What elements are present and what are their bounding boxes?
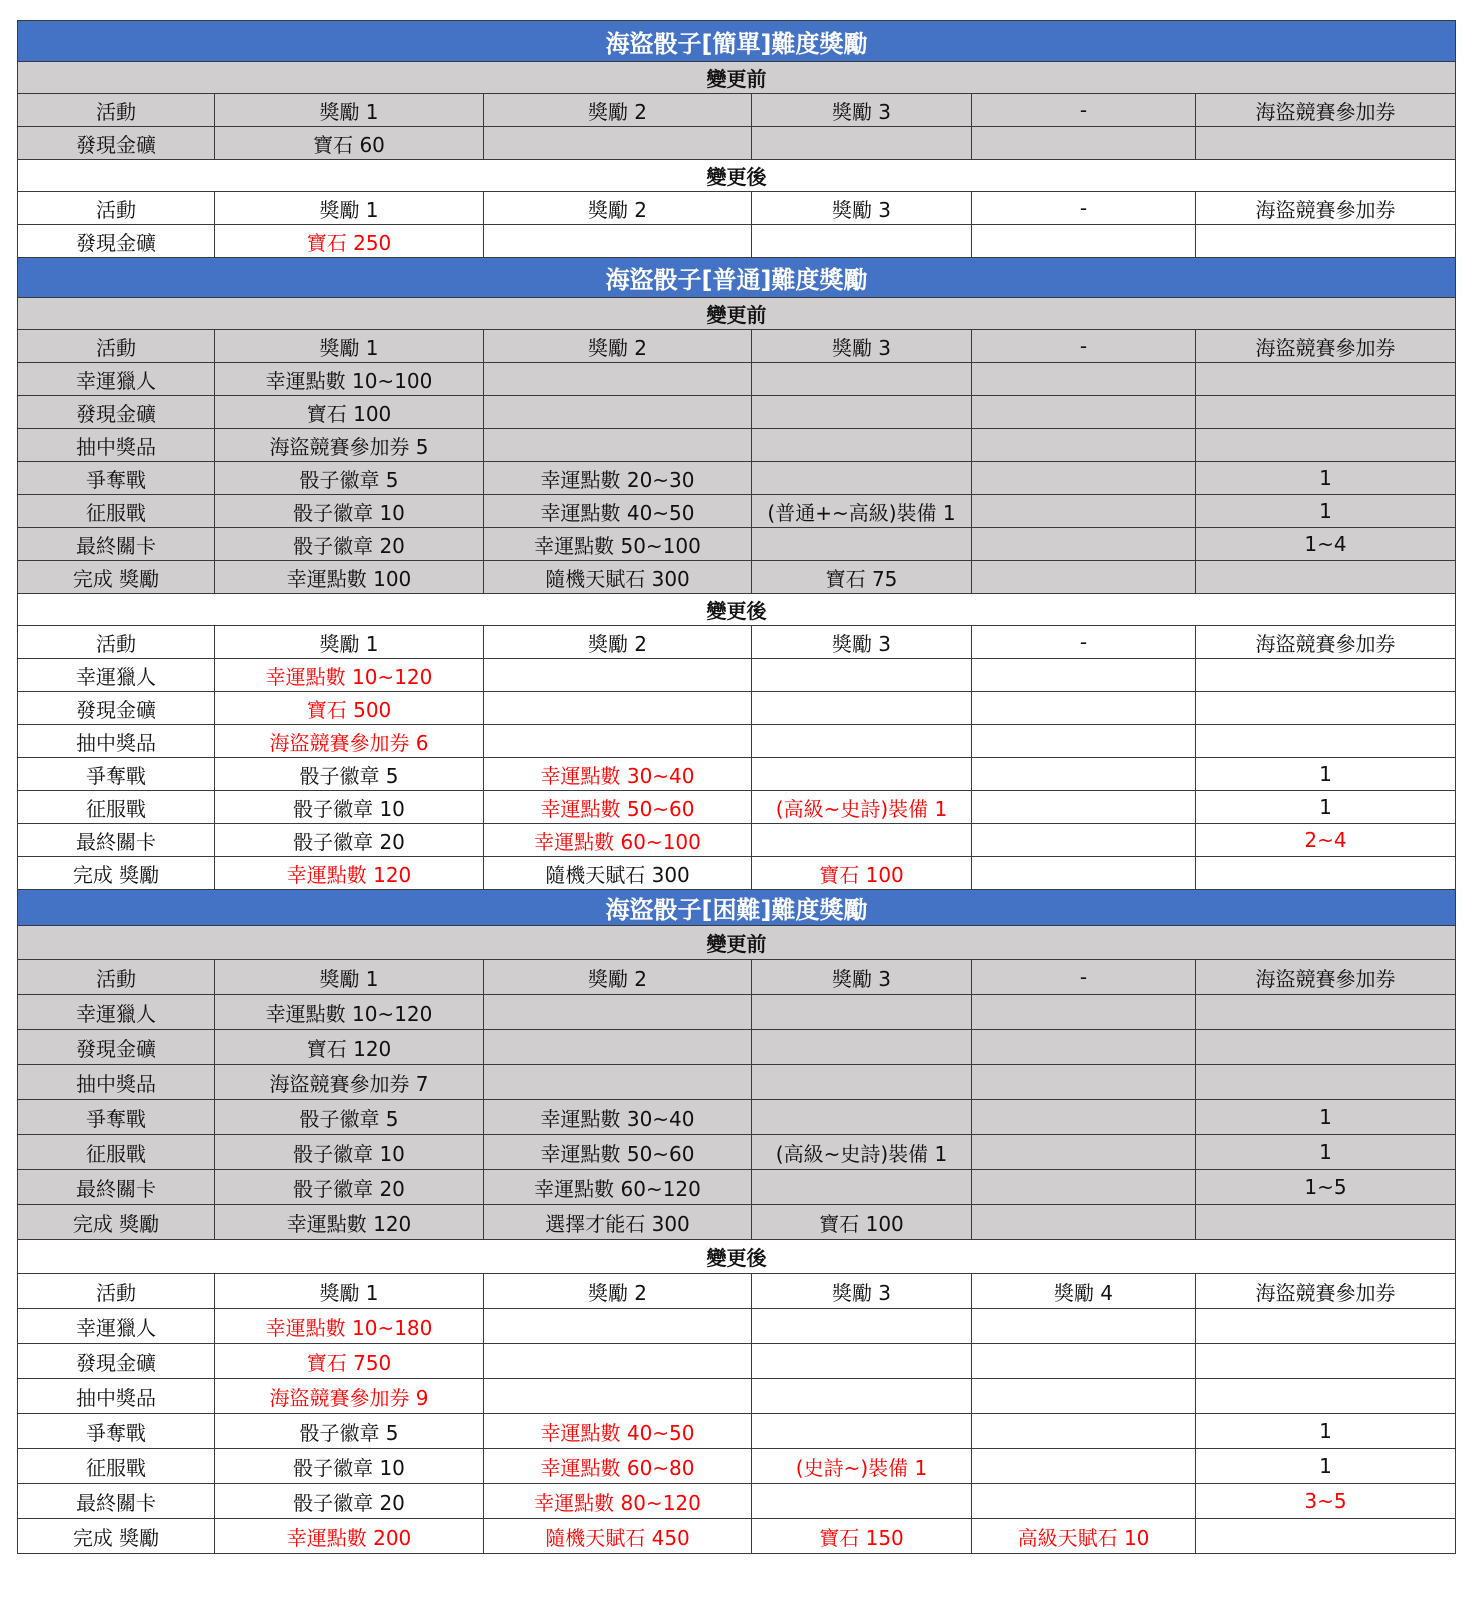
cell-reward-4 — [972, 1170, 1196, 1205]
cell-activity: 征服戰 — [18, 791, 215, 824]
table-row — [18, 995, 1456, 1030]
cell-reward-1: 海盜競賽參加券 7 — [215, 1065, 484, 1100]
cell-ticket — [1196, 363, 1456, 396]
cell-reward-1: 幸運點數 100 — [215, 561, 484, 594]
table-row — [18, 857, 1456, 890]
section-title: 海盜骰子[困難]難度獎勵 — [18, 890, 1456, 926]
column-header-ticket: 海盜競賽參加券 — [1196, 1274, 1456, 1309]
cell-reward-3 — [752, 127, 972, 160]
cell-reward-3 — [752, 692, 972, 725]
block-label-row — [18, 1240, 1456, 1274]
table-row — [18, 824, 1456, 857]
cell-activity: 最終關卡 — [18, 528, 215, 561]
cell-activity: 發現金礦 — [18, 692, 215, 725]
table-row — [18, 1344, 1456, 1379]
column-header-row — [18, 94, 1456, 127]
cell-reward-4 — [972, 857, 1196, 890]
column-header-reward-1: 獎勵 1 — [215, 626, 484, 659]
cell-reward-3 — [752, 659, 972, 692]
cell-reward-4 — [972, 528, 1196, 561]
cell-reward-1: 海盜競賽參加券 9 — [215, 1379, 484, 1414]
cell-activity: 爭奪戰 — [18, 1414, 215, 1449]
column-header-reward-3: 獎勵 3 — [752, 330, 972, 363]
cell-reward-4 — [972, 824, 1196, 857]
after-change-label: 變更後 — [18, 160, 1456, 192]
cell-reward-4: 高級天賦石 10 — [972, 1519, 1196, 1554]
cell-ticket: 1 — [1196, 1414, 1456, 1449]
column-header-row — [18, 330, 1456, 363]
cell-reward-3 — [752, 1309, 972, 1344]
cell-reward-2 — [484, 1309, 752, 1344]
cell-reward-2 — [484, 725, 752, 758]
column-header-row — [18, 1274, 1456, 1309]
column-header-ticket: 海盜競賽參加券 — [1196, 960, 1456, 995]
cell-reward-2: 幸運點數 20~30 — [484, 462, 752, 495]
cell-activity: 幸運獵人 — [18, 659, 215, 692]
cell-ticket — [1196, 995, 1456, 1030]
table-row — [18, 659, 1456, 692]
cell-activity: 完成 獎勵 — [18, 857, 215, 890]
table-row — [18, 1135, 1456, 1170]
cell-reward-4 — [972, 1135, 1196, 1170]
column-header-activity: 活動 — [18, 1274, 215, 1309]
cell-ticket — [1196, 1205, 1456, 1240]
cell-ticket — [1196, 127, 1456, 160]
cell-reward-4 — [972, 495, 1196, 528]
cell-reward-2: 幸運點數 50~60 — [484, 1135, 752, 1170]
table-row — [18, 429, 1456, 462]
cell-reward-2 — [484, 127, 752, 160]
cell-reward-3 — [752, 528, 972, 561]
before-change-label: 變更前 — [18, 298, 1456, 330]
cell-activity: 發現金礦 — [18, 1344, 215, 1379]
cell-ticket: 2~4 — [1196, 824, 1456, 857]
column-header-activity: 活動 — [18, 626, 215, 659]
cell-activity: 最終關卡 — [18, 1170, 215, 1205]
table-row — [18, 396, 1456, 429]
cell-activity: 完成 獎勵 — [18, 561, 215, 594]
cell-reward-2 — [484, 995, 752, 1030]
table-row — [18, 1449, 1456, 1484]
column-header-reward-1: 獎勵 1 — [215, 960, 484, 995]
block-label-row — [18, 926, 1456, 960]
cell-reward-3 — [752, 824, 972, 857]
column-header-reward-4: 獎勵 4 — [972, 1274, 1196, 1309]
cell-reward-3 — [752, 363, 972, 396]
cell-reward-4 — [972, 725, 1196, 758]
cell-reward-2 — [484, 225, 752, 258]
cell-activity: 爭奪戰 — [18, 1100, 215, 1135]
cell-reward-2: 幸運點數 40~50 — [484, 495, 752, 528]
column-header-reward-2: 獎勵 2 — [484, 960, 752, 995]
cell-reward-3 — [752, 1344, 972, 1379]
table-row — [18, 528, 1456, 561]
cell-reward-3 — [752, 1484, 972, 1519]
section-title: 海盜骰子[普通]難度獎勵 — [18, 258, 1456, 298]
cell-activity: 抽中獎品 — [18, 1065, 215, 1100]
table-row — [18, 1065, 1456, 1100]
cell-reward-1: 寶石 250 — [215, 225, 484, 258]
cell-reward-2 — [484, 1065, 752, 1100]
cell-reward-2: 幸運點數 30~40 — [484, 1100, 752, 1135]
cell-reward-3 — [752, 225, 972, 258]
column-header-reward-4: - — [972, 330, 1196, 363]
cell-reward-4 — [972, 1100, 1196, 1135]
cell-reward-4 — [972, 659, 1196, 692]
cell-reward-1: 骰子徽章 5 — [215, 1414, 484, 1449]
cell-reward-2 — [484, 1344, 752, 1379]
cell-reward-2: 幸運點數 80~120 — [484, 1484, 752, 1519]
cell-reward-2: 幸運點數 50~60 — [484, 791, 752, 824]
cell-reward-1: 幸運點數 10~120 — [215, 659, 484, 692]
cell-reward-2: 幸運點數 60~100 — [484, 824, 752, 857]
table-row — [18, 1519, 1456, 1554]
cell-reward-2 — [484, 363, 752, 396]
cell-reward-3 — [752, 1100, 972, 1135]
cell-reward-1: 幸運點數 120 — [215, 1205, 484, 1240]
cell-reward-2 — [484, 396, 752, 429]
column-header-reward-1: 獎勵 1 — [215, 192, 484, 225]
reward-table-body — [18, 21, 1456, 1554]
column-header-reward-2: 獎勵 2 — [484, 94, 752, 127]
cell-ticket — [1196, 1344, 1456, 1379]
table-row — [18, 127, 1456, 160]
cell-reward-4 — [972, 1484, 1196, 1519]
cell-reward-4 — [972, 692, 1196, 725]
column-header-activity: 活動 — [18, 960, 215, 995]
cell-reward-3: (高級~史詩)裝備 1 — [752, 1135, 972, 1170]
cell-reward-1: 骰子徽章 20 — [215, 528, 484, 561]
cell-reward-1: 寶石 100 — [215, 396, 484, 429]
cell-reward-3: 寶石 75 — [752, 561, 972, 594]
cell-ticket — [1196, 692, 1456, 725]
cell-reward-3 — [752, 725, 972, 758]
table-row — [18, 1205, 1456, 1240]
cell-reward-2: 隨機天賦石 300 — [484, 561, 752, 594]
cell-activity: 幸運獵人 — [18, 363, 215, 396]
section-title: 海盜骰子[簡單]難度獎勵 — [18, 21, 1456, 62]
column-header-reward-3: 獎勵 3 — [752, 94, 972, 127]
cell-activity: 爭奪戰 — [18, 462, 215, 495]
section-banner — [18, 21, 1456, 62]
after-change-label: 變更後 — [18, 594, 1456, 626]
table-row — [18, 1414, 1456, 1449]
column-header-reward-3: 獎勵 3 — [752, 960, 972, 995]
cell-reward-4 — [972, 429, 1196, 462]
cell-reward-1: 骰子徽章 10 — [215, 1449, 484, 1484]
cell-ticket: 3~5 — [1196, 1484, 1456, 1519]
column-header-reward-1: 獎勵 1 — [215, 330, 484, 363]
cell-reward-1: 幸運點數 10~120 — [215, 995, 484, 1030]
table-row — [18, 1484, 1456, 1519]
column-header-row — [18, 960, 1456, 995]
cell-reward-1: 幸運點數 10~100 — [215, 363, 484, 396]
cell-ticket: 1~4 — [1196, 528, 1456, 561]
cell-reward-3: 寶石 150 — [752, 1519, 972, 1554]
table-row — [18, 225, 1456, 258]
cell-ticket — [1196, 1519, 1456, 1554]
column-header-reward-2: 獎勵 2 — [484, 330, 752, 363]
column-header-reward-1: 獎勵 1 — [215, 1274, 484, 1309]
cell-reward-3: (高級~史詩)裝備 1 — [752, 791, 972, 824]
cell-reward-4 — [972, 758, 1196, 791]
cell-reward-4 — [972, 396, 1196, 429]
cell-ticket — [1196, 429, 1456, 462]
cell-reward-4 — [972, 363, 1196, 396]
cell-reward-1: 海盜競賽參加券 6 — [215, 725, 484, 758]
cell-ticket — [1196, 1379, 1456, 1414]
cell-reward-3 — [752, 1065, 972, 1100]
cell-reward-1: 骰子徽章 10 — [215, 495, 484, 528]
cell-reward-1: 骰子徽章 20 — [215, 1170, 484, 1205]
cell-reward-1: 骰子徽章 5 — [215, 1100, 484, 1135]
block-label-row — [18, 62, 1456, 94]
table-row — [18, 1100, 1456, 1135]
table-row — [18, 1309, 1456, 1344]
cell-reward-1: 幸運點數 120 — [215, 857, 484, 890]
before-change-label: 變更前 — [18, 62, 1456, 94]
cell-reward-1: 寶石 60 — [215, 127, 484, 160]
cell-activity: 完成 獎勵 — [18, 1519, 215, 1554]
table-row — [18, 462, 1456, 495]
column-header-ticket: 海盜競賽參加券 — [1196, 330, 1456, 363]
column-header-ticket: 海盜競賽參加券 — [1196, 192, 1456, 225]
cell-ticket: 1 — [1196, 791, 1456, 824]
cell-reward-4 — [972, 561, 1196, 594]
column-header-reward-4: - — [972, 94, 1196, 127]
column-header-reward-2: 獎勵 2 — [484, 1274, 752, 1309]
reward-comparison-document — [17, 20, 1455, 1554]
column-header-row — [18, 626, 1456, 659]
column-header-row — [18, 192, 1456, 225]
column-header-reward-1: 獎勵 1 — [215, 94, 484, 127]
cell-reward-2: 幸運點數 30~40 — [484, 758, 752, 791]
cell-activity: 發現金礦 — [18, 1030, 215, 1065]
block-label-row — [18, 298, 1456, 330]
cell-reward-4 — [972, 1449, 1196, 1484]
cell-reward-3 — [752, 1030, 972, 1065]
cell-reward-4 — [972, 462, 1196, 495]
table-row — [18, 692, 1456, 725]
column-header-reward-3: 獎勵 3 — [752, 192, 972, 225]
cell-reward-1: 骰子徽章 5 — [215, 758, 484, 791]
table-row — [18, 725, 1456, 758]
cell-reward-3 — [752, 1379, 972, 1414]
cell-reward-4 — [972, 1379, 1196, 1414]
cell-ticket — [1196, 857, 1456, 890]
column-header-activity: 活動 — [18, 94, 215, 127]
table-row — [18, 495, 1456, 528]
cell-reward-1: 寶石 500 — [215, 692, 484, 725]
cell-reward-3 — [752, 758, 972, 791]
cell-reward-1: 海盜競賽參加券 5 — [215, 429, 484, 462]
column-header-reward-4: - — [972, 192, 1196, 225]
block-label-row — [18, 594, 1456, 626]
section-banner — [18, 890, 1456, 926]
column-header-activity: 活動 — [18, 192, 215, 225]
before-change-label: 變更前 — [18, 926, 1456, 960]
cell-reward-4 — [972, 1309, 1196, 1344]
cell-ticket: 1~5 — [1196, 1170, 1456, 1205]
after-change-label: 變更後 — [18, 1240, 1456, 1274]
cell-reward-1: 骰子徽章 10 — [215, 1135, 484, 1170]
column-header-reward-3: 獎勵 3 — [752, 1274, 972, 1309]
cell-reward-3 — [752, 1170, 972, 1205]
cell-activity: 發現金礦 — [18, 127, 215, 160]
cell-ticket: 1 — [1196, 1100, 1456, 1135]
cell-ticket: 1 — [1196, 462, 1456, 495]
cell-reward-1: 骰子徽章 20 — [215, 1484, 484, 1519]
cell-reward-3 — [752, 396, 972, 429]
section-banner — [18, 258, 1456, 298]
cell-activity: 征服戰 — [18, 495, 215, 528]
cell-reward-3 — [752, 429, 972, 462]
cell-reward-4 — [972, 127, 1196, 160]
cell-reward-3: 寶石 100 — [752, 857, 972, 890]
table-row — [18, 561, 1456, 594]
cell-ticket — [1196, 225, 1456, 258]
cell-reward-4 — [972, 1414, 1196, 1449]
cell-activity: 抽中獎品 — [18, 725, 215, 758]
cell-reward-1: 骰子徽章 5 — [215, 462, 484, 495]
cell-ticket — [1196, 561, 1456, 594]
cell-ticket — [1196, 396, 1456, 429]
cell-reward-1: 寶石 120 — [215, 1030, 484, 1065]
cell-ticket — [1196, 725, 1456, 758]
cell-ticket: 1 — [1196, 495, 1456, 528]
cell-reward-3: 寶石 100 — [752, 1205, 972, 1240]
cell-ticket — [1196, 1030, 1456, 1065]
cell-reward-3 — [752, 1414, 972, 1449]
cell-activity: 完成 獎勵 — [18, 1205, 215, 1240]
table-row — [18, 363, 1456, 396]
table-row — [18, 758, 1456, 791]
cell-ticket — [1196, 659, 1456, 692]
cell-reward-2 — [484, 429, 752, 462]
cell-reward-4 — [972, 1065, 1196, 1100]
cell-activity: 幸運獵人 — [18, 1309, 215, 1344]
cell-reward-4 — [972, 1030, 1196, 1065]
cell-reward-1: 幸運點數 200 — [215, 1519, 484, 1554]
column-header-reward-2: 獎勵 2 — [484, 626, 752, 659]
cell-reward-3 — [752, 462, 972, 495]
cell-reward-3: (普通+~高級)裝備 1 — [752, 495, 972, 528]
cell-activity: 最終關卡 — [18, 1484, 215, 1519]
cell-reward-1: 骰子徽章 10 — [215, 791, 484, 824]
reward-table — [17, 20, 1456, 1554]
cell-reward-4 — [972, 995, 1196, 1030]
column-header-ticket: 海盜競賽參加券 — [1196, 94, 1456, 127]
cell-activity: 爭奪戰 — [18, 758, 215, 791]
cell-reward-2: 隨機天賦石 300 — [484, 857, 752, 890]
cell-ticket — [1196, 1309, 1456, 1344]
cell-reward-4 — [972, 1205, 1196, 1240]
column-header-reward-4: - — [972, 960, 1196, 995]
cell-reward-4 — [972, 791, 1196, 824]
cell-activity: 抽中獎品 — [18, 1379, 215, 1414]
cell-ticket: 1 — [1196, 758, 1456, 791]
cell-activity: 征服戰 — [18, 1449, 215, 1484]
cell-reward-4 — [972, 225, 1196, 258]
column-header-reward-3: 獎勵 3 — [752, 626, 972, 659]
cell-reward-3 — [752, 995, 972, 1030]
table-row — [18, 1379, 1456, 1414]
cell-reward-2 — [484, 659, 752, 692]
cell-reward-2: 幸運點數 50~100 — [484, 528, 752, 561]
cell-activity: 征服戰 — [18, 1135, 215, 1170]
cell-reward-1: 寶石 750 — [215, 1344, 484, 1379]
column-header-reward-2: 獎勵 2 — [484, 192, 752, 225]
cell-activity: 最終關卡 — [18, 824, 215, 857]
cell-reward-1: 幸運點數 10~180 — [215, 1309, 484, 1344]
cell-reward-2 — [484, 692, 752, 725]
column-header-activity: 活動 — [18, 330, 215, 363]
cell-activity: 發現金礦 — [18, 396, 215, 429]
table-row — [18, 1030, 1456, 1065]
cell-reward-3: (史詩~)裝備 1 — [752, 1449, 972, 1484]
cell-reward-2: 選擇才能石 300 — [484, 1205, 752, 1240]
cell-activity: 抽中獎品 — [18, 429, 215, 462]
cell-reward-2: 幸運點數 60~80 — [484, 1449, 752, 1484]
cell-activity: 發現金礦 — [18, 225, 215, 258]
table-row — [18, 1170, 1456, 1205]
cell-ticket: 1 — [1196, 1135, 1456, 1170]
cell-reward-4 — [972, 1344, 1196, 1379]
block-label-row — [18, 160, 1456, 192]
column-header-reward-4: - — [972, 626, 1196, 659]
cell-reward-2 — [484, 1030, 752, 1065]
cell-activity: 幸運獵人 — [18, 995, 215, 1030]
column-header-ticket: 海盜競賽參加券 — [1196, 626, 1456, 659]
cell-reward-2 — [484, 1379, 752, 1414]
cell-reward-2: 隨機天賦石 450 — [484, 1519, 752, 1554]
cell-reward-2: 幸運點數 60~120 — [484, 1170, 752, 1205]
cell-ticket — [1196, 1065, 1456, 1100]
cell-ticket: 1 — [1196, 1449, 1456, 1484]
table-row — [18, 791, 1456, 824]
cell-reward-2: 幸運點數 40~50 — [484, 1414, 752, 1449]
cell-reward-1: 骰子徽章 20 — [215, 824, 484, 857]
